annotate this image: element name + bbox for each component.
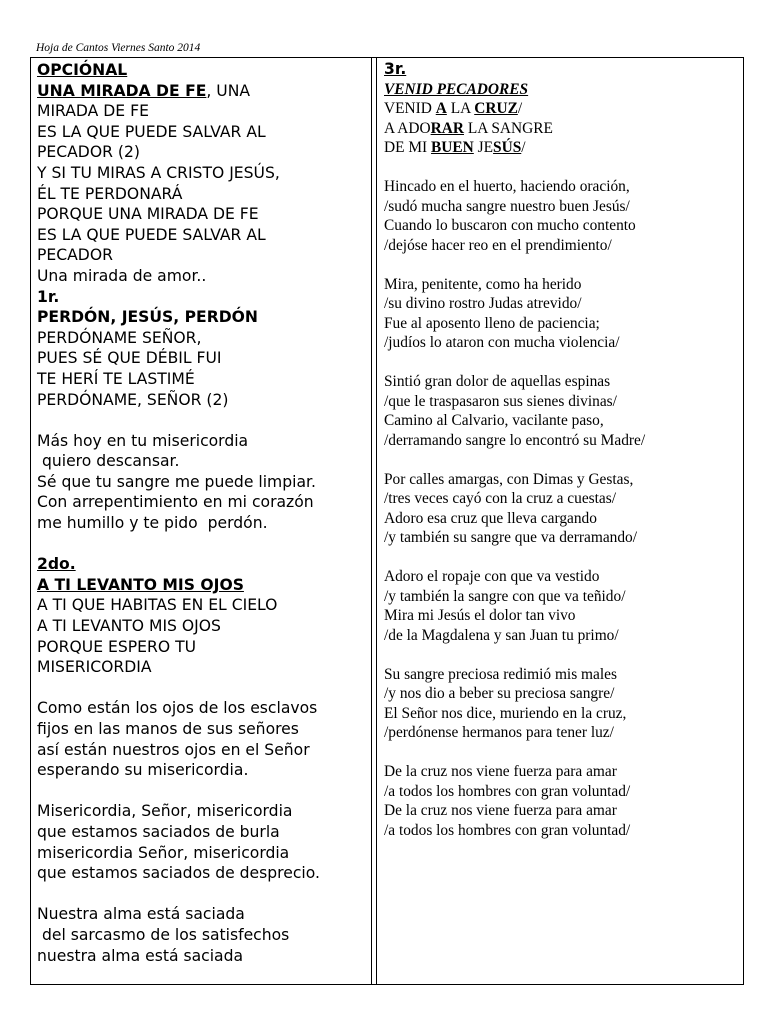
chorus-text: DE MI bbox=[384, 139, 432, 156]
lyric-line: PERDÓNAME, SEÑOR (2) bbox=[37, 390, 229, 409]
lyric-line: MISERICORDIA bbox=[37, 658, 152, 677]
lyric-line: del sarcasmo de los satisfechos bbox=[37, 925, 290, 944]
chorus-line-3 bbox=[384, 138, 739, 158]
chorus-line-2 bbox=[384, 119, 739, 139]
stanza-line: Por calles amargas, con Dimas y Gestas, bbox=[384, 470, 634, 488]
chorus-text: A ADO bbox=[384, 119, 431, 137]
stanza-line: Sintió gran dolor de aquellas espinas bbox=[384, 373, 611, 390]
lyric-line: así están nuestros ojos en el Señor bbox=[37, 740, 310, 759]
chorus-text: JE bbox=[473, 139, 494, 156]
lyric-line: nuestra alma está saciada bbox=[37, 946, 244, 965]
lyric-line: ÉL TE PERDONARÁ bbox=[37, 184, 183, 203]
optional-title-line bbox=[37, 81, 367, 102]
third-song-title: VENID PECADORES bbox=[384, 80, 529, 98]
right-column bbox=[384, 60, 739, 840]
chorus-text: LA SANGRE bbox=[463, 119, 553, 137]
chorus-emphasis: A bbox=[435, 100, 447, 117]
stanza-line: /y también su sangre que va derramando/ bbox=[384, 529, 638, 546]
lyric-line: esperando su misericordia. bbox=[37, 761, 249, 780]
lyric-line: ES LA QUE PUEDE SALVAR AL bbox=[37, 122, 266, 141]
stanza-line: /a todos los hombres con gran voluntad/ bbox=[384, 821, 631, 839]
chorus-text: / bbox=[517, 100, 523, 117]
stanza-line: /judíos lo ataron con mucha violencia/ bbox=[384, 334, 620, 351]
third-heading: 3r. bbox=[384, 60, 407, 78]
stanza-line: Adoro el ropaje con que va vestido bbox=[384, 568, 600, 585]
stanza-line: /de la Magdalena y san Juan tu primo/ bbox=[384, 626, 619, 644]
first-heading: 1r. bbox=[37, 287, 60, 306]
stanza-line: /derramando sangre lo encontró su Madre/ bbox=[384, 431, 646, 449]
chorus-emphasis: SÚS bbox=[493, 139, 522, 156]
lyric-line: me humillo y te pido perdón. bbox=[37, 514, 268, 533]
left-column bbox=[37, 60, 367, 966]
stanza-line: /a todos los hombres con gran voluntad/ bbox=[384, 782, 631, 800]
stanza-line: Mira, penitente, como ha herido bbox=[384, 275, 582, 293]
stanza-line: Adoro esa cruz que lleva cargando bbox=[384, 509, 597, 527]
first-song-title: PERDÓN, JESÚS, PERDÓN bbox=[37, 308, 258, 327]
lyric-line: Misericordia, Señor, misericordia bbox=[37, 802, 293, 821]
lyric-line: Sé que tu sangre me puede limpiar. bbox=[37, 472, 316, 491]
lyric-line: Más hoy en tu misericordia bbox=[37, 431, 249, 450]
lyric-line: quiero descansar. bbox=[37, 452, 180, 471]
lyric-line: que estamos saciados de burla bbox=[37, 822, 280, 841]
stanza-line: /perdónense hermanos para tener luz/ bbox=[384, 724, 614, 741]
stanza-line: Cuando lo buscaron con mucho contento bbox=[384, 217, 636, 234]
lyric-line: Y SI TU MIRAS A CRISTO JESÚS, bbox=[37, 163, 280, 182]
stanza-line: /sudó mucha sangre nuestro buen Jesús/ bbox=[384, 197, 630, 215]
stanza-line: Fue al aposento lleno de paciencia; bbox=[384, 314, 600, 332]
stanza-line: El Señor nos dice, muriendo en la cruz, bbox=[384, 704, 627, 722]
second-song-title: A TI LEVANTO MIS OJOS bbox=[37, 575, 244, 594]
lyric-line: A TI QUE HABITAS EN EL CIELO bbox=[37, 596, 278, 615]
stanza-line: De la cruz nos viene fuerza para amar bbox=[384, 802, 617, 819]
lyric-line: PERDÓNAME SEÑOR, bbox=[37, 328, 202, 347]
chorus-text: LA bbox=[446, 100, 475, 117]
lyric-line: PECADOR bbox=[37, 246, 113, 265]
optional-title-rest: , UNA bbox=[206, 81, 251, 100]
chorus-line-1 bbox=[384, 99, 739, 119]
stanza-line: /y nos dio a beber su preciosa sangre/ bbox=[384, 685, 615, 702]
lyric-line: MIRADA DE FE bbox=[37, 102, 149, 121]
stanza-line: De la cruz nos viene fuerza para amar bbox=[384, 763, 617, 780]
stanza-line: /y también la sangre con que va teñido/ bbox=[384, 587, 626, 605]
stanza-line: /su divino rostro Judas atrevido/ bbox=[384, 295, 582, 312]
lyric-line: fijos en las manos de sus señores bbox=[37, 720, 299, 738]
optional-heading: OPCIÓNAL bbox=[37, 61, 128, 79]
lyric-line: Una mirada de amor.. bbox=[37, 266, 207, 285]
chorus-text: VENID bbox=[384, 100, 436, 117]
chorus-emphasis: BUEN bbox=[431, 139, 474, 156]
optional-song-title: UNA MIRADA DE FE bbox=[37, 81, 207, 100]
lyric-line: Como están los ojos de los esclavos bbox=[37, 699, 318, 718]
stanza-line: /que le traspasaron sus sienes divinas/ bbox=[384, 392, 617, 410]
song-table bbox=[30, 57, 744, 985]
lyric-line: Nuestra alma está saciada bbox=[37, 905, 245, 924]
stanza-line: Mira mi Jesús el dolor tan vivo bbox=[384, 607, 576, 624]
lyric-line: Con arrepentimiento en mi corazón bbox=[37, 493, 314, 512]
stanza-line: /dejóse hacer reo en el prendimiento/ bbox=[384, 236, 612, 254]
lyric-line: A TI LEVANTO MIS OJOS bbox=[37, 617, 221, 636]
column-divider bbox=[371, 58, 372, 984]
lyric-line: misericordia Señor, misericordia bbox=[37, 843, 290, 862]
lyric-line: TE HERÍ TE LASTIMÉ bbox=[37, 369, 195, 388]
lyric-line: ES LA QUE PUEDE SALVAR AL bbox=[37, 225, 266, 244]
lyric-line: PUES SÉ QUE DÉBIL FUI bbox=[37, 349, 222, 368]
lyric-line: PECADOR (2) bbox=[37, 143, 140, 162]
column-divider bbox=[376, 58, 377, 984]
chorus-text: / bbox=[521, 139, 526, 156]
stanza-line: Camino al Calvario, vacilante paso, bbox=[384, 412, 604, 429]
lyric-line: PORQUE ESPERO TU bbox=[37, 637, 197, 656]
stanza-line: Hincado en el huerto, haciendo oración, bbox=[384, 178, 630, 195]
page-header: Hoja de Cantos Viernes Santo 2014 bbox=[36, 42, 201, 54]
lyric-line: que estamos saciados de desprecio. bbox=[37, 864, 320, 883]
second-heading: 2do. bbox=[37, 555, 76, 574]
stanza-line: Su sangre preciosa redimió mis males bbox=[384, 665, 617, 683]
lyric-line: PORQUE UNA MIRADA DE FE bbox=[37, 205, 259, 224]
chorus-emphasis: RAR bbox=[430, 119, 464, 137]
stanza-line: /tres veces cayó con la cruz a cuestas/ bbox=[384, 490, 617, 507]
chorus-emphasis: CRUZ bbox=[474, 100, 518, 117]
